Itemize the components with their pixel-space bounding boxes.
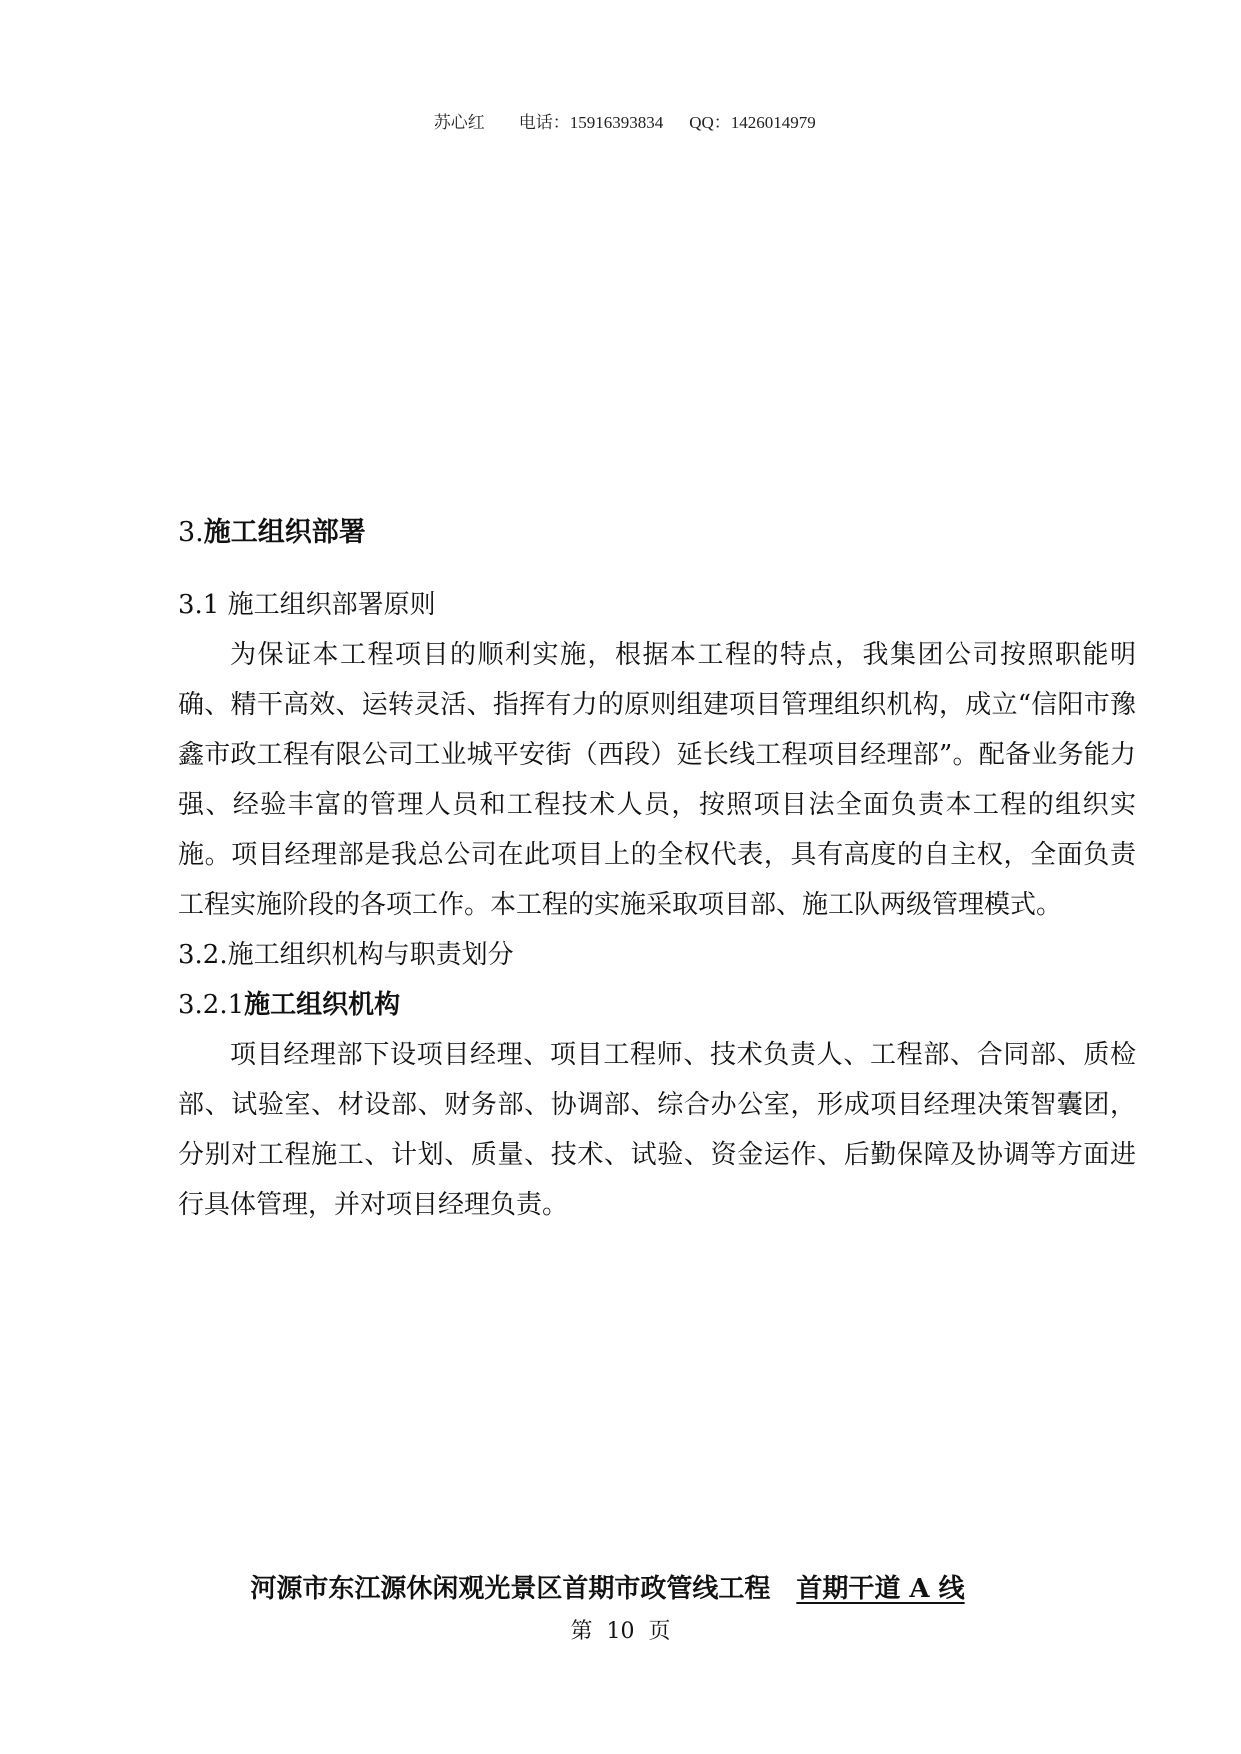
phone-number: 电话：15916393834 — [518, 113, 664, 132]
subsection-number: 3.2.1 — [178, 990, 245, 1020]
page-header — [0, 88, 1241, 133]
paragraph-principles: 为保证本工程项目的顺利实施，根据本工程的特点，我集团公司按照职能明确、精干高效、运转灵活、指挥有力的原则组建项目管理组织机构，成立“信阳市豫鑫市政工程有限公司工业城平安街（西段）延长线工程项目经理部”。配备业务能力强、经验丰富的管理人员和工程技术人员，按照项目法全面负责本工程的组织实施。项目经理部是我总公司在此项目上的全权代表，具有高度的自主权，全面负责工程实施阶段的各项工作。本工程的实施采取项目部、施工队两级管理模式。 — [178, 640, 1136, 920]
paragraph-organization: 项目经理部下设项目经理、项目工程师、技术负责人、工程部、合同部、质检部、试验室、材设部、财务部、协调部、综合办公室，形成项目经理决策智囊团，分别对工程施工、计划、质量、技术、试验、资金运作、后勤保障及协调等方面进行具体管理，并对项目经理负责。 — [178, 1040, 1136, 1220]
author-name: 苏心红 — [433, 113, 485, 132]
subsection-title: 施工组织机构 — [244, 990, 401, 1020]
subsection-heading-3-2: 3.2.施工组织机构与职责划分 — [178, 940, 514, 970]
footer-project-title — [0, 1568, 1241, 1605]
page-number: 第 10 页 — [570, 1619, 671, 1644]
document-body — [178, 508, 1136, 1230]
subsection-heading-3-1: 3.1 施工组织部署原则 — [178, 590, 436, 620]
project-line: 首期干道 A 线 — [796, 1574, 965, 1604]
project-name: 河源市东江源休闲观光景区首期市政管线工程 — [250, 1574, 771, 1604]
section-number: 3. — [178, 517, 204, 548]
subsection-heading-3-2-1 — [178, 980, 1136, 1030]
section-title: 施工组织部署 — [203, 517, 366, 548]
qq-number: QQ：1426014979 — [689, 113, 816, 132]
section-heading — [178, 508, 1136, 558]
